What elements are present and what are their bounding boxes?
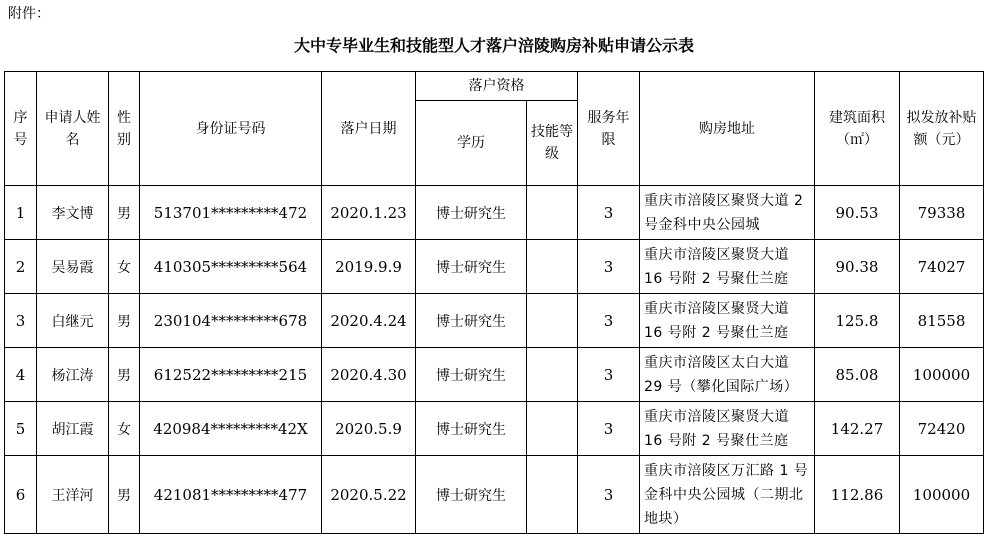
header-seq: 序号 bbox=[5, 72, 37, 186]
id-cell: 420984*********42X bbox=[140, 402, 322, 456]
seq-cell: 1 bbox=[5, 186, 37, 240]
skill-cell bbox=[527, 294, 578, 348]
header-service: 服务年限 bbox=[578, 72, 640, 186]
subsidy-cell: 72420 bbox=[900, 402, 984, 456]
date-cell: 2020.4.24 bbox=[322, 294, 416, 348]
address-cell: 重庆市涪陵区万汇路 1 号金科中央公园城（二期北地块） bbox=[640, 456, 815, 534]
subsidy-cell: 100000 bbox=[900, 456, 984, 534]
date-cell: 2019.9.9 bbox=[322, 240, 416, 294]
gender-cell: 女 bbox=[109, 240, 140, 294]
subsidy-cell: 100000 bbox=[900, 348, 984, 402]
skill-cell bbox=[527, 240, 578, 294]
address-cell: 重庆市涪陵区聚贤大道 2 号金科中央公园城 bbox=[640, 186, 815, 240]
name-cell: 王洋河 bbox=[37, 456, 109, 534]
id-cell: 421081*********477 bbox=[140, 456, 322, 534]
area-cell: 125.8 bbox=[815, 294, 900, 348]
skill-cell bbox=[527, 402, 578, 456]
id-cell: 230104*********678 bbox=[140, 294, 322, 348]
service-cell: 3 bbox=[578, 240, 640, 294]
service-cell: 3 bbox=[578, 294, 640, 348]
service-cell: 3 bbox=[578, 402, 640, 456]
education-cell: 博士研究生 bbox=[416, 294, 527, 348]
date-cell: 2020.5.22 bbox=[322, 456, 416, 534]
table-row bbox=[5, 402, 984, 456]
date-cell: 2020.1.23 bbox=[322, 186, 416, 240]
date-cell: 2020.4.30 bbox=[322, 348, 416, 402]
header-qualification: 落户资格 bbox=[416, 72, 578, 101]
date-cell: 2020.5.9 bbox=[322, 402, 416, 456]
name-cell: 吴易霞 bbox=[37, 240, 109, 294]
header-area: 建筑面积（㎡） bbox=[815, 72, 900, 186]
id-cell: 513701*********472 bbox=[140, 186, 322, 240]
education-cell: 博士研究生 bbox=[416, 402, 527, 456]
id-cell: 410305*********564 bbox=[140, 240, 322, 294]
annex-label: 附件： bbox=[8, 6, 50, 22]
education-cell: 博士研究生 bbox=[416, 186, 527, 240]
name-cell: 胡江霞 bbox=[37, 402, 109, 456]
education-cell: 博士研究生 bbox=[416, 456, 527, 534]
table-row bbox=[5, 240, 984, 294]
header-id: 身份证号码 bbox=[140, 72, 322, 186]
name-cell: 杨江涛 bbox=[37, 348, 109, 402]
document-title: 大中专毕业生和技能型人才落户涪陵购房补贴申请公示表 bbox=[293, 36, 694, 55]
gender-cell: 男 bbox=[109, 456, 140, 534]
header-education: 学历 bbox=[416, 101, 527, 186]
header-skill: 技能等级 bbox=[527, 101, 578, 186]
seq-cell: 2 bbox=[5, 240, 37, 294]
subsidy-cell: 79338 bbox=[900, 186, 984, 240]
name-cell: 李文博 bbox=[37, 186, 109, 240]
subsidy-table bbox=[4, 71, 984, 534]
header-date: 落户日期 bbox=[322, 72, 416, 186]
skill-cell bbox=[527, 348, 578, 402]
header-address: 购房地址 bbox=[640, 72, 815, 186]
header-gender: 性别 bbox=[109, 72, 140, 186]
table-row bbox=[5, 294, 984, 348]
service-cell: 3 bbox=[578, 348, 640, 402]
education-cell: 博士研究生 bbox=[416, 240, 527, 294]
id-cell: 612522*********215 bbox=[140, 348, 322, 402]
table-row bbox=[5, 348, 984, 402]
table-row bbox=[5, 456, 984, 534]
area-cell: 90.38 bbox=[815, 240, 900, 294]
gender-cell: 男 bbox=[109, 186, 140, 240]
gender-cell: 女 bbox=[109, 402, 140, 456]
header-subsidy: 拟发放补贴额（元） bbox=[900, 72, 984, 186]
address-cell: 重庆市涪陵区太白大道 29 号（攀化国际广场） bbox=[640, 348, 815, 402]
area-cell: 85.08 bbox=[815, 348, 900, 402]
area-cell: 90.53 bbox=[815, 186, 900, 240]
seq-cell: 3 bbox=[5, 294, 37, 348]
area-cell: 142.27 bbox=[815, 402, 900, 456]
skill-cell bbox=[527, 186, 578, 240]
address-cell: 重庆市涪陵区聚贤大道 16 号附 2 号聚仕兰庭 bbox=[640, 402, 815, 456]
gender-cell: 男 bbox=[109, 294, 140, 348]
subsidy-cell: 81558 bbox=[900, 294, 984, 348]
table-row bbox=[5, 186, 984, 240]
service-cell: 3 bbox=[578, 456, 640, 534]
address-cell: 重庆市涪陵区聚贤大道 16 号附 2 号聚仕兰庭 bbox=[640, 240, 815, 294]
service-cell: 3 bbox=[578, 186, 640, 240]
area-cell: 112.86 bbox=[815, 456, 900, 534]
gender-cell: 男 bbox=[109, 348, 140, 402]
education-cell: 博士研究生 bbox=[416, 348, 527, 402]
skill-cell bbox=[527, 456, 578, 534]
header-name: 申请人姓名 bbox=[37, 72, 109, 186]
seq-cell: 4 bbox=[5, 348, 37, 402]
seq-cell: 6 bbox=[5, 456, 37, 534]
address-cell: 重庆市涪陵区聚贤大道 16 号附 2 号聚仕兰庭 bbox=[640, 294, 815, 348]
name-cell: 白继元 bbox=[37, 294, 109, 348]
seq-cell: 5 bbox=[5, 402, 37, 456]
subsidy-cell: 74027 bbox=[900, 240, 984, 294]
